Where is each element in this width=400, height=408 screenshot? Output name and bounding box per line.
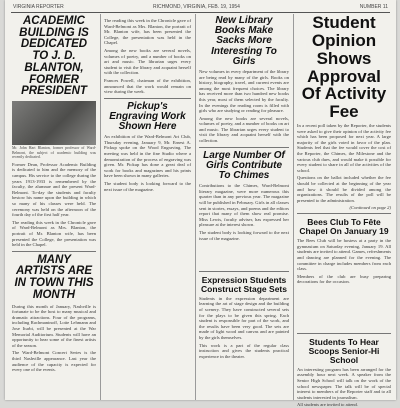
blanton-photo xyxy=(12,101,96,145)
column-rule xyxy=(293,14,294,400)
library-body-2: Among the new books are several novels, volumes of poetry, and a number of books on art and music. The librarian urges every student to visit the library and acquaint herself with the collection. xyxy=(199,115,289,144)
blanton-body-2: The reading this week in the Chronicle gave of Ward-Belmont as Mrs. Blanton, the portrait of Mr. Blanton wife, has been presented the College, the presentation was held in the Chapel. xyxy=(12,219,96,248)
bees-club-body-2: Members of the club are busy preparing decorations for the occasion. xyxy=(297,273,391,285)
artists-body: During this month of January, Nashville is fortunate to be the host to many musical and dramatic attractions. Four of the programs, including Rachmaninoff, Lotte Lehmann and Jose Iturbi, will be presented at the War Memorial Auditorium. Students will have an opportunity to hear some of the finest artists of the season. xyxy=(12,303,96,348)
headline-artists: MANY ARTISTS ARE IN TOWN THIS MONTH xyxy=(14,253,94,301)
chimes-body: Contributions to the Chimes, Ward-Belmont literary magazine, were more numerous this quarter than in any previous year. The magazine will be published in February. Girls in all classes sent in stories, essays, and poems and the editors report that many of them show real promise. Miss Lewis, faculty adviser, has expressed her pleasure at the interest shown. xyxy=(199,183,289,228)
column-2 xyxy=(104,14,191,400)
column-rule xyxy=(195,14,196,400)
column-4-lower xyxy=(297,330,391,408)
continued-note: (Continued on page 2) xyxy=(349,205,391,211)
masthead-right: NUMBER 11 xyxy=(359,4,388,10)
expression-body: Students in the expression department are learning the art of stage design and the building of scenery. They have constructed several sets for the plays to be given this spring. Each student is responsible for part of the work, and the results have been very good. The sets are made of light wood and canvas and are painted by the girls themselves. xyxy=(199,295,289,340)
column-rule xyxy=(100,14,101,400)
article-divider xyxy=(104,98,191,99)
headline-pickups: Pickup's Engraving Work Shown Here xyxy=(109,100,186,133)
headline-library: New Library Books Make Sacks More Interesting To Girls xyxy=(211,15,277,67)
headline-bees-club: Bees Club To Fête Chapel On January 19 xyxy=(299,217,389,237)
article-divider xyxy=(297,213,391,214)
blanton-photo-caption: Mr. John Hart Blanton, former professor of Ward-Belmont, the subject of academic building was recently dedicated. xyxy=(12,146,96,160)
blanton-body: Former Dean, Professor Academic Building is dedicated to him and the memory of the campus. His service to the college during the years 1913-1933 is remembered by the faculty, the alumnae and the present Ward-Belmont. To-day the students and faculty bestow his name upon the building in which so many of his classes were held. The ceremony was held on the afternoon of the fourth day of the first half year. xyxy=(12,161,96,218)
artists-body-2: The Ward-Belmont Concert Series is the third Nashville appearance. Last year the audience of the capacity is expected for every one of the events. xyxy=(12,350,96,373)
chimes-body-2: The student body is looking forward to the next issue of the magazine. xyxy=(199,229,289,241)
newspaper-page xyxy=(5,0,396,408)
library-lead: Among the new books are several novels, volumes of poetry, and a number of books on art and music. The librarian urges every student to visit the library and acquaint herself with the collection. xyxy=(104,47,191,76)
speaker-body-2: All students are invited to attend. xyxy=(297,402,358,408)
headline-expression: Expression Students Construct Stage Sets xyxy=(201,275,287,294)
masthead-center: RICHMOND, VIRGINIA, FEB. 19, 1954 xyxy=(153,4,240,10)
headline-student-opinion: Student Opinion Shows Approval Of Activity Fee xyxy=(301,13,387,122)
pickups-lead: Frances Powell, chairman of the exhibition, announced that the work would remain on view during the week. xyxy=(104,77,191,95)
column-1 xyxy=(12,14,96,400)
headline-chimes: Large Number Of Girls Contribute To Chimes xyxy=(203,149,285,182)
expression-body-2: This work is a part of the regular class instruction and gives the students practical experience in the theater. xyxy=(199,342,289,359)
column-3-lower xyxy=(199,268,289,400)
blanton-continued: The reading this week in the Chronicle gave of Ward-Belmont as Mrs. Blanton, the portrait of Mr. Blanton wife, has been presented the College, the presentation was held in the Chapel. xyxy=(104,18,191,46)
article-divider xyxy=(12,251,96,252)
headline-speaker: Students To Hear Scoops Senior-Hi School xyxy=(308,337,380,365)
speaker-body: An interesting program has been arranged for the assembly hour next week. A speaker from the Senior High School will talk on the work of the school newspaper. The talk will be of special interest to members of the Reporter staff and to all students interested in journalism. xyxy=(297,366,391,400)
library-body: New volumes in every department of the library are being read by many of the girls. Books on history, biography, travel, and current events are among the most frequent choices. The library has received more than two hundred new books this year, most of them selected by the faculty. In the evenings the reading room is filled with girls who are studying or reading for pleasure. xyxy=(199,68,289,114)
chimes-lead: The student body is looking forward to the next issue of the magazine. xyxy=(104,181,191,192)
student-opinion-body: In a recent poll taken by the Reporter, the students were asked to give their opinion of the activity fee which has been proposed for next year. A large majority of the girls voted in favor of the plan. Students feel that the fee would cover the cost of the Reporter, the Chimes, the Milestone and the various club dues, and would make it possible for every student to share in all of the activities of the school. xyxy=(297,123,391,173)
article-divider xyxy=(199,147,289,148)
article-divider xyxy=(199,271,289,272)
headline-blanton: ACADEMIC BUILDING IS DEDICATED TO J. D. BLANTON, FORMER PRESIDENT xyxy=(19,15,89,98)
bees-club-body: The Bees Club will be hostess at a party in the gymnasium on Saturday evening, January 19. All students are invited to attend. Games, refreshments and dancing are planned for the evening. The committee in charge includes members from each class. xyxy=(297,238,391,272)
pickups-body: An exhibition of the Ward-Belmont Art Club, Thursday evening, January 9, Mr. Ernest A. Pickup spoke on the Wood Engraving. The meeting was held in the fine Studio where a demonstration of the process of engraving was given. Mr. Pickup has done a great deal of work for books and magazines and his prints have been shown in many galleries. xyxy=(104,134,191,179)
student-opinion-body-2: Questions on the ballot included whether the fee should be collected at the beginning of the year and how it should be divided among the organizations. The results of the poll will be presented to the administration. xyxy=(297,175,391,203)
article-divider xyxy=(297,333,391,334)
masthead-left: VIRGINIA REPORTER xyxy=(13,4,64,10)
